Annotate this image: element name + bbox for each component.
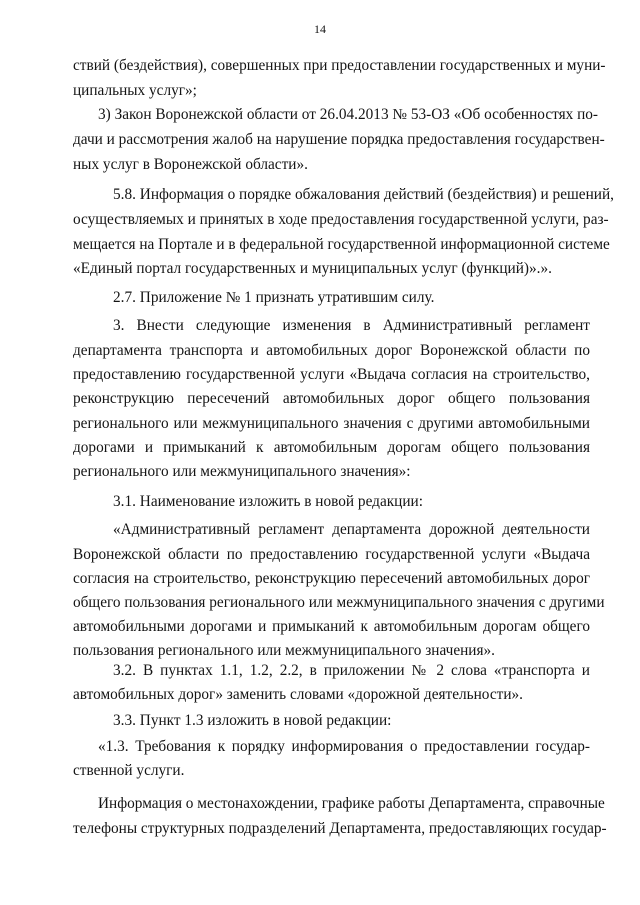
- text-line: Воронежской области по предоставлению государственной услуги «Выдача: [73, 546, 590, 563]
- text-line: департамента транспорта и автомобильных дорог Воронежской области по: [73, 342, 590, 359]
- text-line: общего пользования регионального или межмуниципального значения с другими: [73, 594, 605, 611]
- text-line: дорогами и примыканий к автомобильным дорогам общего пользования: [73, 439, 590, 456]
- text-line: согласия на строительство, реконструкцию пересечений автомобильных дорог: [73, 570, 590, 587]
- text-line: пользования регионального или межмуниципального значения».: [73, 642, 495, 659]
- text-line: ных услуг в Воронежской области».: [73, 156, 308, 173]
- text-line: реконструкцию пересечений автомобильных дорог общего пользования: [73, 390, 590, 407]
- text-line: ственной услуги.: [73, 762, 185, 779]
- text-line: «1.3. Требования к порядку информирования о предоставлении государ-: [98, 738, 590, 755]
- text-line: автомобильными дорогами и примыканий к автомобильным дорогам общего: [73, 618, 590, 635]
- text-line: 3.2. В пунктах 1.1, 1.2, 2.2, в приложении № 2 слова «транспорта и: [113, 662, 590, 679]
- text-line: дачи и рассмотрения жалоб на нарушение порядка предоставления государствен-: [73, 131, 605, 148]
- text-line: ствий (бездействия), совершенных при предоставлении государственных и муни-: [73, 57, 606, 74]
- text-line: «Административный регламент департамента дорожной деятельности: [113, 521, 590, 538]
- text-line: ципальных услуг»;: [73, 82, 197, 99]
- text-line: 2.7. Приложение № 1 признать утратившим силу.: [113, 289, 435, 306]
- text-line: Информация о местонахождении, графике работы Департамента, справочные: [98, 795, 605, 812]
- text-line: мещается на Портале и в федеральной государственной информационной системе: [73, 236, 610, 253]
- text-line: предоставлению государственной услуги «Выдача согласия на строительство,: [73, 366, 590, 383]
- text-line: телефоны структурных подразделений Департамента, предоставляющих государ-: [73, 820, 607, 837]
- text-line: регионального или межмуниципального значения»:: [73, 463, 411, 480]
- text-line: «Единый портал государственных и муниципальных услуг (функций)».».: [73, 260, 552, 277]
- text-line: 3.1. Наименование изложить в новой редакции:: [113, 493, 423, 510]
- text-line: осуществляемых и принятых в ходе предоставления государственной услуги, раз-: [73, 211, 609, 228]
- text-line: 3. Внести следующие изменения в Административный регламент: [113, 317, 590, 334]
- text-line: автомобильных дорог» заменить словами «дорожной деятельности».: [73, 686, 523, 703]
- text-line: регионального или межмуниципального значения с другими автомобильными: [73, 415, 590, 432]
- text-line: 3) Закон Воронежской области от 26.04.2013 № 53-ОЗ «Об особенностях по-: [98, 106, 599, 123]
- page-number: 14: [314, 22, 326, 36]
- text-line: 3.3. Пункт 1.3 изложить в новой редакции:: [113, 712, 392, 729]
- text-line: 5.8. Информация о порядке обжалования действий (бездействия) и решений,: [113, 186, 614, 203]
